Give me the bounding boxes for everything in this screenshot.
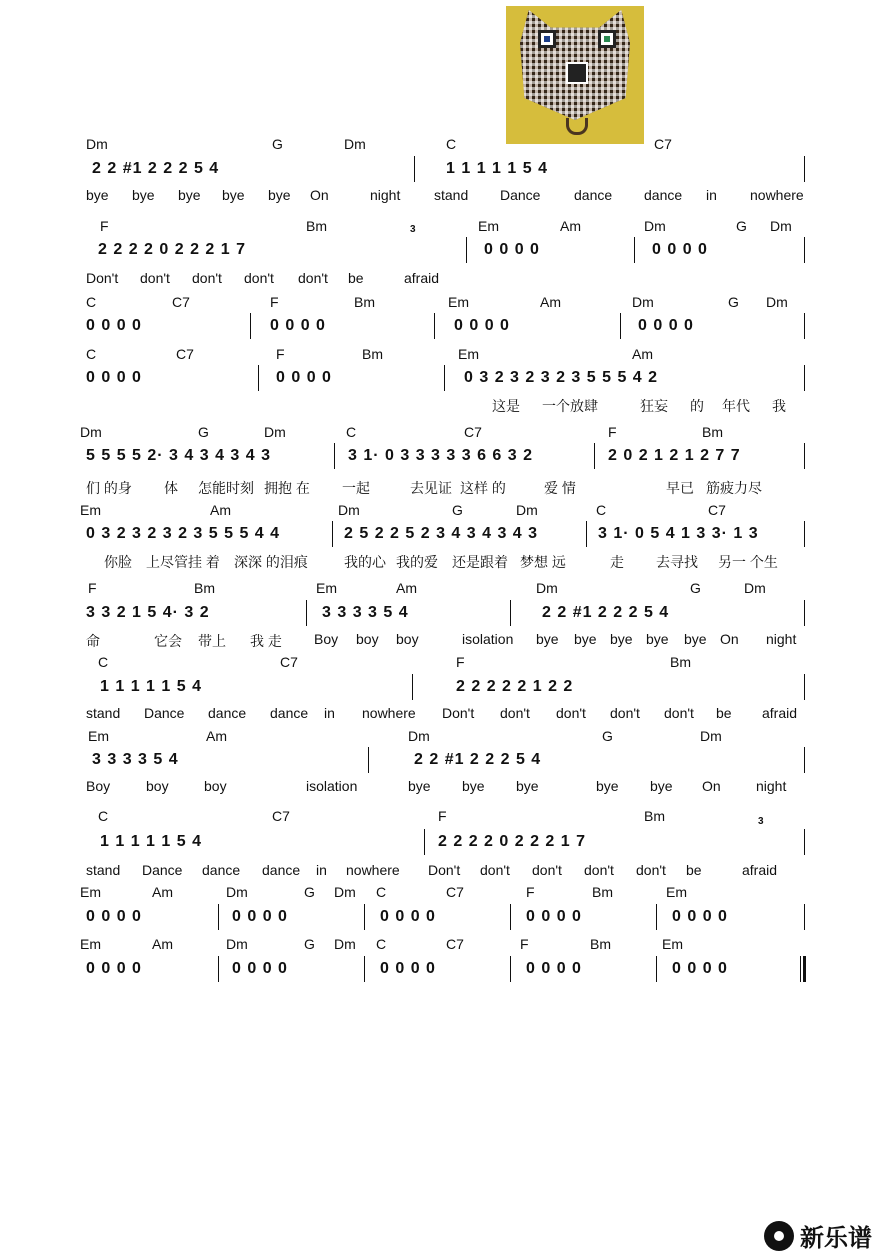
- lyric: stand: [86, 705, 121, 721]
- lyric: 们 的身: [86, 480, 132, 496]
- measure-notes: 0 0 0 0: [672, 960, 728, 977]
- chord: C7: [446, 936, 464, 952]
- measure-notes: 0 0 0 0: [380, 960, 436, 977]
- lyric: be: [716, 705, 732, 721]
- chord-line: [0, 654, 888, 674]
- bar-line: [250, 313, 251, 339]
- site-logo: [764, 1218, 872, 1253]
- chord-line: [0, 346, 888, 366]
- lyric: dance: [574, 187, 613, 203]
- lyric: bye: [574, 631, 597, 647]
- lyric: don't: [298, 270, 328, 286]
- lyric: 我 走: [250, 633, 282, 649]
- lyric: don't: [480, 862, 510, 878]
- measure-notes: 2 2 #1 2 2 2 5 4: [414, 751, 542, 768]
- chord: Dm: [338, 502, 360, 518]
- measure-notes: 0 0 0 0: [484, 241, 540, 258]
- lyric: Boy: [86, 778, 111, 794]
- lyric: dance: [202, 862, 241, 878]
- chord-line: [0, 502, 888, 522]
- chord: F: [100, 218, 109, 234]
- measure-notes: 3 3 3 3 5 4: [92, 751, 179, 768]
- chord: Dm: [334, 884, 356, 900]
- measure-notes: 1 1 1 1 1 5 4: [100, 678, 202, 695]
- lyric-line: [0, 862, 888, 882]
- notation-line: [0, 678, 888, 702]
- chord: C: [376, 884, 387, 900]
- lyric: bye: [268, 187, 291, 203]
- chord: Em: [316, 580, 337, 596]
- bar-line: [258, 365, 259, 391]
- final-bar-thin: [800, 956, 801, 982]
- bar-line: [804, 747, 805, 773]
- lyric-line: [0, 396, 888, 416]
- chord: Em: [448, 294, 469, 310]
- chord: C7: [280, 654, 298, 670]
- chord: Dm: [536, 580, 558, 596]
- final-bar-thick: [803, 956, 806, 982]
- chord: G: [452, 502, 463, 518]
- chord: Bm: [590, 936, 611, 952]
- measure-notes: 0 0 0 0: [672, 908, 728, 925]
- lyric: bye: [610, 631, 633, 647]
- lyric-line: [0, 187, 888, 207]
- chord-line: [0, 936, 888, 956]
- bar-line: [804, 365, 805, 391]
- bar-line: [424, 829, 425, 855]
- chord: Dm: [632, 294, 654, 310]
- chord: F: [270, 294, 279, 310]
- notation-line: [0, 447, 888, 471]
- chord: Am: [560, 218, 581, 234]
- lyric: 去寻找: [656, 554, 698, 570]
- lyric: bye: [222, 187, 245, 203]
- chord: Am: [396, 580, 417, 596]
- bar-line: [804, 443, 805, 469]
- measure-notes: 0 0 0 0: [454, 317, 510, 334]
- chord: Dm: [644, 218, 666, 234]
- chord: Bm: [306, 218, 327, 234]
- chord: Am: [206, 728, 227, 744]
- bar-line: [364, 904, 365, 930]
- chord: Dm: [226, 936, 248, 952]
- chord: C: [98, 808, 109, 824]
- lyric: Boy: [314, 631, 339, 647]
- lyric: boy: [146, 778, 169, 794]
- lyric: don't: [140, 270, 170, 286]
- lyric: isolation: [306, 778, 358, 794]
- lyric: dance: [262, 862, 301, 878]
- measure-notes: 0 0 0 0: [270, 317, 326, 334]
- lyric: night: [766, 631, 797, 647]
- chord: C: [376, 936, 387, 952]
- measure-notes: 3 1· 0 3 3 3 3 3 6 6 3 2: [348, 447, 534, 464]
- chord: C: [98, 654, 109, 670]
- bar-line: [412, 674, 413, 700]
- chord: Dm: [408, 728, 430, 744]
- measure-notes: 1 1 1 1 1 5 4: [100, 833, 202, 850]
- chord: F: [608, 424, 617, 440]
- lyric: Dance: [142, 862, 183, 878]
- lyric: bye: [646, 631, 669, 647]
- bar-line: [804, 600, 805, 626]
- qr-center-mark: [566, 62, 588, 84]
- bar-line: [466, 237, 467, 263]
- lyric: bye: [178, 187, 201, 203]
- chord: G: [728, 294, 739, 310]
- bar-line: [656, 956, 657, 982]
- measure-notes: 0 0 0 0: [232, 960, 288, 977]
- lyric: 还是跟着: [452, 554, 508, 570]
- chord: C: [446, 136, 457, 152]
- chord-line: [0, 808, 888, 828]
- logo-text: 新乐谱: [800, 1225, 872, 1252]
- chord: Bm: [702, 424, 723, 440]
- chord: C: [346, 424, 357, 440]
- chord: C7: [272, 808, 290, 824]
- bar-line: [804, 237, 805, 263]
- bar-line: [804, 156, 805, 182]
- notation-line: [0, 317, 888, 341]
- chord: G: [198, 424, 209, 440]
- lyric: Dance: [500, 187, 541, 203]
- lyric: nowhere: [346, 862, 400, 878]
- lyric: 年代: [722, 398, 750, 414]
- lyric: Dance: [144, 705, 185, 721]
- bar-line: [594, 443, 595, 469]
- lyric: 上尽管挂 着: [146, 554, 220, 570]
- chord: Dm: [334, 936, 356, 952]
- chord: G: [736, 218, 747, 234]
- lyric: 爱 情: [544, 480, 576, 496]
- measure-notes: 3 3 2 1 5 4· 3 2: [86, 604, 210, 621]
- lyric: don't: [636, 862, 666, 878]
- lyric: don't: [584, 862, 614, 878]
- measure-notes: 2 2 2 2 0 2 2 2 1 7: [98, 241, 246, 258]
- lyric: 一个放肆: [542, 398, 598, 414]
- chord: F: [438, 808, 447, 824]
- chord: C7: [446, 884, 464, 900]
- bar-line: [414, 156, 415, 182]
- notation-line: [0, 241, 888, 265]
- chord: F: [88, 580, 97, 596]
- notation-line: [0, 525, 888, 549]
- measure-notes: 0 0 0 0: [86, 369, 142, 386]
- bar-line: [218, 956, 219, 982]
- bar-line: [804, 829, 805, 855]
- lyric: Don't: [428, 862, 461, 878]
- lyric: isolation: [462, 631, 514, 647]
- chord: F: [456, 654, 465, 670]
- lyric: be: [686, 862, 702, 878]
- chord: Bm: [194, 580, 215, 596]
- lyric: boy: [396, 631, 419, 647]
- chord: Am: [152, 884, 173, 900]
- bar-line: [434, 313, 435, 339]
- notation-line: [0, 908, 888, 932]
- lyric: 我: [772, 398, 786, 414]
- measure-notes: 2 2 2 2 0 2 2 2 1 7: [438, 833, 586, 850]
- lyric: 的: [690, 398, 704, 414]
- lyric: bye: [86, 187, 109, 203]
- lyric: bye: [408, 778, 431, 794]
- lyric: night: [370, 187, 401, 203]
- lyric: 这样 的: [460, 480, 506, 496]
- bar-line: [804, 313, 805, 339]
- lyric: bye: [132, 187, 155, 203]
- bar-line: [620, 313, 621, 339]
- chord: Dm: [344, 136, 366, 152]
- chord: G: [304, 884, 315, 900]
- lyric: be: [348, 270, 364, 286]
- bar-line: [510, 904, 511, 930]
- measure-notes: 0 0 0 0: [526, 960, 582, 977]
- bar-line: [510, 956, 511, 982]
- measure-notes: 0 0 0 0: [276, 369, 332, 386]
- lyric: stand: [86, 862, 121, 878]
- lyric: 你脸: [104, 554, 132, 570]
- qr-code-cat-image: [506, 6, 644, 144]
- measure-notes: 0 0 0 0: [86, 317, 142, 334]
- measure-notes: 3 3 3 3 5 4: [322, 604, 409, 621]
- notation-line: [0, 751, 888, 775]
- lyric: in: [324, 705, 335, 721]
- lyric: dance: [644, 187, 683, 203]
- chord-line: [0, 218, 888, 238]
- lyric-line: [0, 478, 888, 498]
- bar-line: [634, 237, 635, 263]
- notation-line: [0, 960, 888, 984]
- chord: F: [520, 936, 529, 952]
- measure-notes: 0 0 0 0: [86, 960, 142, 977]
- chord: G: [690, 580, 701, 596]
- measure-notes: 2 0 2 1 2 1 2 7 7: [608, 447, 741, 464]
- qr-finder-left: [538, 30, 556, 48]
- chord-line: [0, 136, 888, 156]
- bar-line: [306, 600, 307, 626]
- chord: Bm: [670, 654, 691, 670]
- chord: Bm: [644, 808, 665, 824]
- chord: Dm: [226, 884, 248, 900]
- lyric: afraid: [742, 862, 778, 878]
- bar-line: [656, 904, 657, 930]
- chord: Dm: [80, 424, 102, 440]
- lyric-line: [0, 631, 888, 651]
- chord-line: [0, 424, 888, 444]
- bar-line: [218, 904, 219, 930]
- lyric: On: [702, 778, 721, 794]
- measure-notes: 0 0 0 0: [380, 908, 436, 925]
- lyric: 我的爱: [396, 554, 438, 570]
- chord: Dm: [86, 136, 108, 152]
- lyric: 深深 的泪痕: [234, 554, 308, 570]
- chord: Bm: [362, 346, 383, 362]
- chord: Dm: [264, 424, 286, 440]
- lyric: in: [316, 862, 327, 878]
- bar-line: [364, 956, 365, 982]
- chord: Dm: [700, 728, 722, 744]
- chord: Dm: [766, 294, 788, 310]
- lyric: don't: [664, 705, 694, 721]
- bar-line: [804, 521, 805, 547]
- lyric: 走: [610, 554, 624, 570]
- measure-notes: 2 2 2 2 2 1 2 2: [456, 678, 574, 695]
- measure-notes: 5 5 5 5 2· 3 4 3 4 3 4 3: [86, 447, 272, 464]
- chord: G: [272, 136, 283, 152]
- lyric: 另一 个生: [718, 554, 778, 570]
- measure-notes: 0 3 2 3 2 3 2 3 5 5 5 4 2: [464, 369, 659, 386]
- lyric: 它会: [154, 633, 182, 649]
- lyric: don't: [532, 862, 562, 878]
- lyric: boy: [356, 631, 379, 647]
- lyric: 梦想 远: [520, 554, 566, 570]
- notation-line: [0, 833, 888, 857]
- lyric: Don't: [442, 705, 475, 721]
- bar-line: [586, 521, 587, 547]
- triplet-mark: 3: [410, 224, 416, 235]
- chord-line: [0, 884, 888, 904]
- lyric: in: [706, 187, 717, 203]
- lyric-line: [0, 778, 888, 798]
- measure-notes: 0 0 0 0: [232, 908, 288, 925]
- lyric: don't: [192, 270, 222, 286]
- chord: Em: [478, 218, 499, 234]
- notation-line: [0, 604, 888, 628]
- lyric: bye: [462, 778, 485, 794]
- bar-line: [368, 747, 369, 773]
- lyric: 筋疲力尽: [706, 480, 762, 496]
- chord: G: [602, 728, 613, 744]
- lyric: night: [756, 778, 787, 794]
- notation-line: [0, 160, 888, 184]
- measure-notes: 2 2 #1 2 2 2 5 4: [542, 604, 670, 621]
- lyric: bye: [596, 778, 619, 794]
- lyric: 体: [164, 480, 178, 496]
- lyric-line: [0, 705, 888, 725]
- bar-line: [510, 600, 511, 626]
- bar-line: [332, 521, 333, 547]
- lyric: On: [310, 187, 329, 203]
- lyric: afraid: [762, 705, 798, 721]
- qr-finder-right: [598, 30, 616, 48]
- lyric: 一起: [342, 480, 370, 496]
- chord: Em: [88, 728, 109, 744]
- chord: F: [526, 884, 535, 900]
- chord: C7: [654, 136, 672, 152]
- measure-notes: 1 1 1 1 1 5 4: [446, 160, 548, 177]
- lyric: 早已: [666, 480, 694, 496]
- chord: C7: [172, 294, 190, 310]
- chord: Dm: [770, 218, 792, 234]
- bar-line: [444, 365, 445, 391]
- lyric: Don't: [86, 270, 119, 286]
- lyric: 我的心: [344, 554, 386, 570]
- lyric: afraid: [404, 270, 440, 286]
- chord: C7: [176, 346, 194, 362]
- lyric: 拥抱 在: [264, 480, 310, 496]
- lyric: don't: [610, 705, 640, 721]
- lyric-line: [0, 552, 888, 572]
- lyric: 这是: [492, 398, 520, 414]
- chord: Bm: [354, 294, 375, 310]
- chord: C: [596, 502, 607, 518]
- lyric: stand: [434, 187, 469, 203]
- chord: Em: [80, 936, 101, 952]
- chord: Bm: [592, 884, 613, 900]
- lyric: 去见证: [410, 480, 452, 496]
- chord: Em: [662, 936, 683, 952]
- chord: Em: [80, 502, 101, 518]
- lyric: nowhere: [750, 187, 804, 203]
- bar-line: [334, 443, 335, 469]
- chord: F: [276, 346, 285, 362]
- chord-line: [0, 728, 888, 748]
- chord: Am: [210, 502, 231, 518]
- chord: Am: [152, 936, 173, 952]
- chord: C: [86, 294, 97, 310]
- vinyl-disc-icon: [764, 1221, 794, 1251]
- bar-line: [804, 904, 805, 930]
- lyric: 带上: [198, 633, 226, 649]
- measure-notes: 0 0 0 0: [638, 317, 694, 334]
- lyric-line: [0, 270, 888, 290]
- measure-notes: 3 1· 0 5 4 1 3 3· 1 3: [598, 525, 759, 542]
- chord: C7: [464, 424, 482, 440]
- chord: Am: [632, 346, 653, 362]
- chord: Dm: [744, 580, 766, 596]
- chord: Am: [540, 294, 561, 310]
- measure-notes: 0 0 0 0: [86, 908, 142, 925]
- lyric: 怎能时刻: [198, 480, 254, 496]
- chord-line: [0, 580, 888, 600]
- chord: C7: [708, 502, 726, 518]
- chord: Dm: [516, 502, 538, 518]
- lyric: boy: [204, 778, 227, 794]
- lyric: 命: [86, 633, 100, 649]
- chord: G: [304, 936, 315, 952]
- chord: Em: [666, 884, 687, 900]
- lyric: 狂妄: [640, 398, 668, 414]
- chord: Em: [80, 884, 101, 900]
- lyric: don't: [244, 270, 274, 286]
- measure-notes: 0 0 0 0: [526, 908, 582, 925]
- lyric: bye: [536, 631, 559, 647]
- measure-notes: 2 5 2 2 5 2 3 4 3 4 3 4 3: [344, 525, 539, 542]
- chord-line: [0, 294, 888, 314]
- bar-line: [804, 674, 805, 700]
- lyric: bye: [516, 778, 539, 794]
- lyric: don't: [500, 705, 530, 721]
- lyric: On: [720, 631, 739, 647]
- lyric: don't: [556, 705, 586, 721]
- lyric: dance: [270, 705, 309, 721]
- lyric: dance: [208, 705, 247, 721]
- lyric: nowhere: [362, 705, 416, 721]
- lyric: bye: [650, 778, 673, 794]
- triplet-mark: 3: [758, 816, 764, 827]
- cat-tail: [566, 118, 588, 135]
- measure-notes: 0 3 2 3 2 3 2 3 5 5 5 4 4: [86, 525, 281, 542]
- measure-notes: 2 2 #1 2 2 2 5 4: [92, 160, 220, 177]
- lyric: bye: [684, 631, 707, 647]
- chord: Em: [458, 346, 479, 362]
- chord: C: [86, 346, 97, 362]
- measure-notes: 0 0 0 0: [652, 241, 708, 258]
